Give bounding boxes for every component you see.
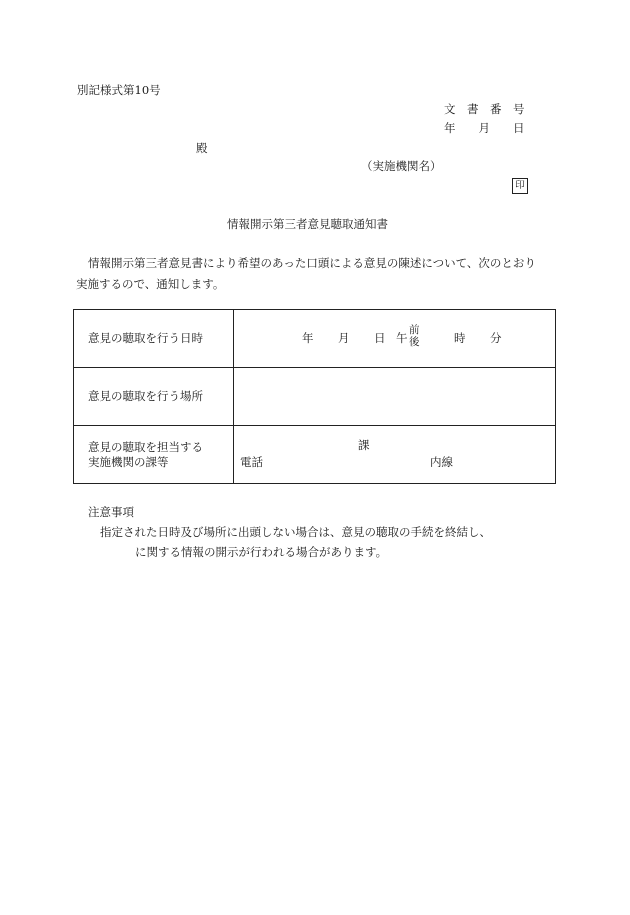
section-unit: 課: [358, 438, 370, 452]
ampm-afternoon: 後: [409, 336, 420, 348]
document-number-label: 文 書 番 号: [444, 102, 525, 116]
department-label-line-1: 意見の聴取を担当する: [88, 439, 203, 454]
body-paragraph: [76, 253, 554, 295]
place-label: 意見の聴取を行う場所: [74, 368, 234, 426]
notes-heading: 注意事項: [88, 505, 134, 519]
table-row-datetime: [74, 310, 556, 368]
seal-stamp: 印: [512, 178, 528, 194]
issuer-name-label: （実施機関名）: [361, 159, 442, 173]
notes-section: [88, 502, 491, 562]
body-line-1: 情報開示第三者意見書により希望のあった口頭による意見の陳述について、次のとおり: [88, 256, 536, 270]
date-label: 年 月 日: [444, 121, 525, 135]
year-unit: 年: [302, 331, 314, 345]
minute-unit: 分: [490, 331, 502, 345]
table-row-department: [74, 426, 556, 484]
hour-unit: 時: [454, 331, 466, 345]
body-line-2: 実施するので、通知します。: [76, 277, 225, 291]
form-number: 別記様式第10号: [77, 83, 161, 97]
department-value: [234, 426, 556, 484]
ampm-morning: 前: [409, 324, 420, 336]
ampm-prefix: 午: [396, 331, 408, 345]
department-label: [74, 426, 234, 484]
extension-label: 内線: [430, 455, 453, 469]
datetime-label: 意見の聴取を行う日時: [74, 310, 234, 368]
day-unit: 日: [374, 331, 386, 345]
month-unit: 月: [338, 331, 350, 345]
place-value: [234, 368, 556, 426]
department-label-line-2: 実施機関の課等: [88, 454, 169, 469]
hearing-details-table: [73, 309, 556, 484]
notes-line-1: 指定された日時及び場所に出頭しない場合は、意見の聴取の手続を終結し、: [100, 525, 491, 539]
table-row-place: [74, 368, 556, 426]
ampm-choice: [409, 324, 420, 348]
datetime-value: [234, 310, 556, 368]
document-title: 情報開示第三者意見聴取通知書: [227, 217, 388, 231]
notes-line-2: に関する情報の開示が行われる場合があります。: [135, 545, 388, 559]
phone-label: 電話: [240, 455, 263, 469]
addressee-suffix: 殿: [196, 141, 208, 155]
